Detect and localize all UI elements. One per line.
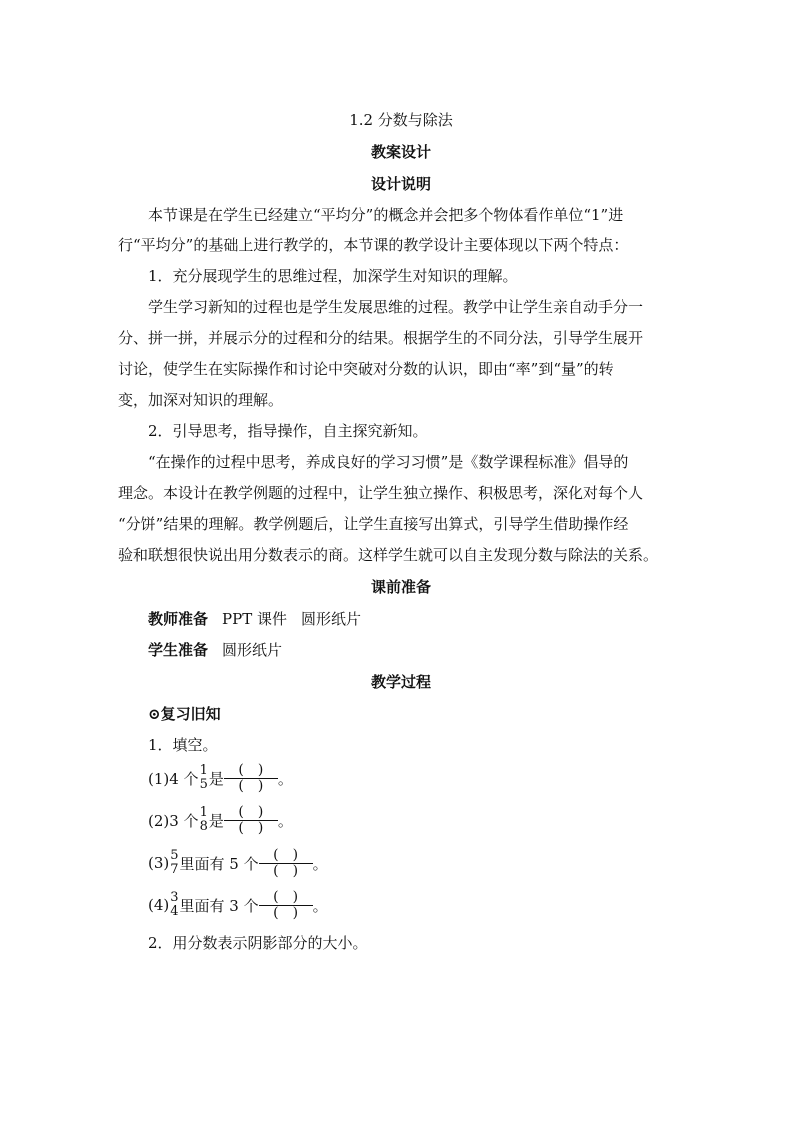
paragraph-line: 变，加深对知识的理解。 xyxy=(118,391,284,409)
paragraph-line: “在操作的过程中思考，养成良好的学习习惯”是《数学课程标准》倡导的 xyxy=(148,453,629,471)
student-prep-row xyxy=(118,640,714,660)
fraction-denominator: 4 xyxy=(170,904,179,919)
doc-subtitle: 教案设计 xyxy=(370,143,431,161)
answer-denominator-blank[interactable]: ( ) xyxy=(238,777,264,794)
answer-denominator-blank[interactable]: ( ) xyxy=(273,862,299,879)
review-heading: ⊙复习旧知 xyxy=(148,705,221,723)
period: 。 xyxy=(312,896,328,915)
given-fraction xyxy=(169,849,179,877)
unit-fraction xyxy=(199,764,209,792)
paragraph-line: 理念。本设计在教学例题的过程中，让学生独立操作、积极思考，深化对每个人 xyxy=(118,484,644,502)
answer-numerator-blank[interactable]: ( ) xyxy=(224,763,278,779)
answer-denominator-blank[interactable]: ( ) xyxy=(273,904,299,921)
fraction-numerator: 1 xyxy=(199,805,208,820)
answer-denominator-blank[interactable]: ( ) xyxy=(238,819,264,836)
period: 。 xyxy=(277,769,293,788)
fraction-denominator: 5 xyxy=(199,777,208,792)
design-point-2: 2．引导思考，指导操作，自主探究新知。 xyxy=(148,422,428,440)
question-1b xyxy=(148,800,293,840)
period: 。 xyxy=(312,854,328,873)
paragraph-line: 分、拼一拼，并展示分的过程和分的结果。根据学生的不同分法，引导学生展开 xyxy=(118,329,644,347)
unit-fraction xyxy=(199,806,209,834)
question-1c xyxy=(148,843,328,883)
question-text: 里面有 5 个 xyxy=(179,854,259,873)
given-fraction xyxy=(169,891,179,919)
answer-fraction-blank[interactable] xyxy=(224,805,278,836)
design-point-1: 1．充分展现学生的思维过程，加深学生对知识的理解。 xyxy=(148,267,518,285)
question-prefix: (1)4 个 xyxy=(148,769,199,788)
fraction-numerator: 3 xyxy=(170,890,179,905)
answer-fraction-blank[interactable] xyxy=(259,890,313,921)
lesson-title: 1.2 分数与除法 xyxy=(349,111,453,129)
question-1d xyxy=(148,885,328,925)
teacher-prep-item: 圆形纸片 xyxy=(300,610,361,628)
teacher-prep-label: 教师准备 xyxy=(148,610,209,628)
fraction-denominator: 7 xyxy=(170,862,179,877)
answer-fraction-blank[interactable] xyxy=(259,848,313,879)
question-prefix: (3) xyxy=(148,854,170,872)
fraction-denominator: 8 xyxy=(199,819,208,834)
paragraph-line: “分饼”结果的理解。教学例题后，让学生直接写出算式，引导学生借助操作经 xyxy=(118,515,629,533)
answer-numerator-blank[interactable]: ( ) xyxy=(259,848,313,864)
question-prefix: (2)3 个 xyxy=(148,811,199,830)
teacher-prep-row xyxy=(118,609,714,629)
section-heading-process: 教学过程 xyxy=(370,673,431,691)
student-prep-item: 圆形纸片 xyxy=(222,641,283,659)
paragraph-line: 本节课是在学生已经建立“平均分”的概念并会把多个物体看作单位“1”进 xyxy=(148,206,624,224)
question-text: 里面有 3 个 xyxy=(179,896,259,915)
question-1a xyxy=(148,758,293,798)
question-prefix: (4) xyxy=(148,896,170,914)
paragraph-line: 讨论，使学生在实际操作和讨论中突破对分数的认识，即由“率”到“量”的转 xyxy=(118,360,614,378)
paragraph-line: 行“平均分”的基础上进行教学的，本节课的教学设计主要体现以下两个特点： xyxy=(118,236,629,254)
section-heading-design: 设计说明 xyxy=(370,175,431,193)
answer-numerator-blank[interactable]: ( ) xyxy=(259,890,313,906)
fraction-numerator: 5 xyxy=(170,848,179,863)
section-heading-prep: 课前准备 xyxy=(370,578,431,596)
question-text: 是 xyxy=(208,811,224,830)
question-1-label: 1．填空。 xyxy=(148,736,218,754)
student-prep-label: 学生准备 xyxy=(148,641,209,659)
question-2-label: 2．用分数表示阴影部分的大小。 xyxy=(148,934,368,952)
answer-numerator-blank[interactable]: ( ) xyxy=(224,805,278,821)
fraction-numerator: 1 xyxy=(199,763,208,778)
paragraph-line: 验和联想很快说出用分数表示的商。这样学生就可以自主发现分数与除法的关系。 xyxy=(118,546,659,564)
answer-fraction-blank[interactable] xyxy=(224,763,278,794)
period: 。 xyxy=(277,811,293,830)
question-text: 是 xyxy=(208,769,224,788)
paragraph-line: 学生学习新知的过程也是学生发展思维的过程。教学中让学生亲自动手分一 xyxy=(148,298,644,316)
teacher-prep-item: PPT 课件 xyxy=(222,610,287,628)
